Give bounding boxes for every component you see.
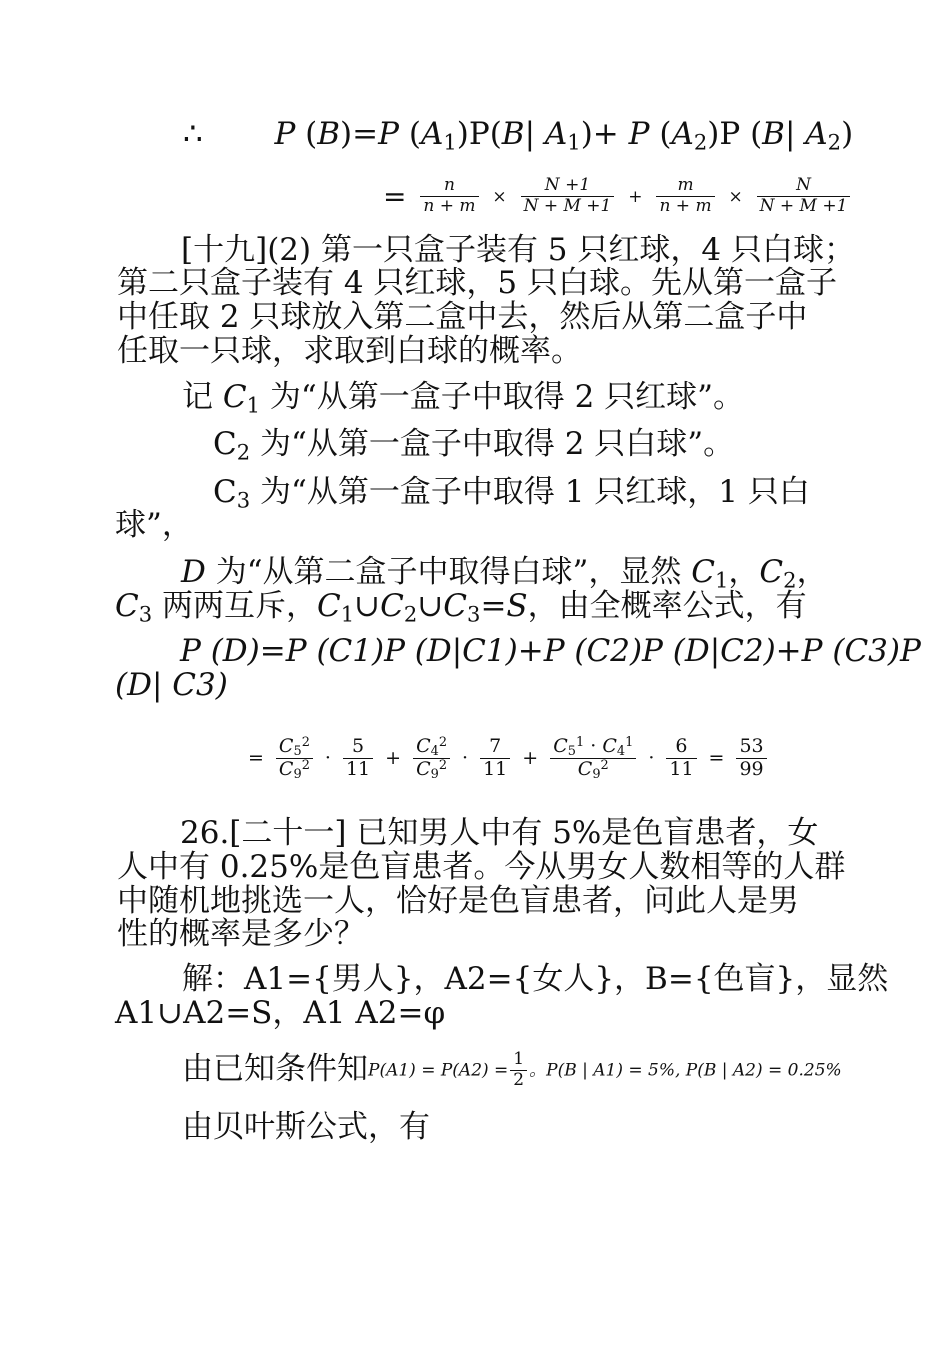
term1-ratio: $\frac{5}{11}$ xyxy=(343,736,373,781)
fraction-1: $\frac{n}{n + m}$ xyxy=(420,176,478,216)
problem26-line1: 26.[二十一] 已知男人中有 5%是色盲患者，女 xyxy=(180,815,819,851)
event-c3-continued: 球”， xyxy=(115,507,193,543)
problem26-line2: 人中有 0.25%是色盲患者。今从男女人数相等的人群 xyxy=(117,849,846,885)
result-fraction: $\frac{53}{99}$ xyxy=(736,736,766,781)
event-c2: $C_2$ 为“从第一盒子中取得 2 只白球”。 xyxy=(213,426,735,465)
event-c1: 记 $C_1$ 为“从第一盒子中取得 2 只红球”。 xyxy=(182,379,744,418)
term3-fraction: $\frac{C_5^1 \cdot C_4^1}{C_9^2}$ xyxy=(550,736,636,781)
fraction-4: $\frac{N}{N + M +1}$ xyxy=(757,176,851,216)
total-prob-line2: (D| C3) xyxy=(115,667,228,703)
fraction-2: $\frac{N +1}{N + M +1}$ xyxy=(521,176,615,216)
solution-line1: 解：A1={男人}，A2={女人}，B={色盲}，显然 xyxy=(182,961,889,997)
problem19-line3: 中任取 2 只球放入第二盒中去，然后从第二盒子中 xyxy=(117,299,808,335)
known-conditions: 由已知条件知P(A1) = P(A2) = $\frac{1}{2}$ 。P(B | A1) = 5%, P(B | A2) = 0.25% xyxy=(182,1049,842,1090)
fraction-expression: = $\frac{n}{n + m}$ × $\frac{N +1}{N + M +1}$ + $\frac{m}{n + m}$ × $\frac{N}{N + M +1}$ xyxy=(380,170,852,222)
therefore-formula: ∴ P (B)=P $(A_1)P(B|$ $A_1)+ P$ $(A_2)P$ (B| $A_2$) xyxy=(183,116,854,155)
term1-fraction: $\frac{C_5^2}{C_9^2}$ xyxy=(276,736,313,781)
problem19-line4: 任取一只球，求取到白球的概率。 xyxy=(117,333,582,369)
event-d: D 为“从第二盒子中取得白球”，显然 $C_1$，$C_2$， xyxy=(181,554,828,593)
solution-line2: A1∪A2=S，A1 A2=φ xyxy=(115,995,446,1031)
event-c3: $C_3$ 为“从第一盒子中取得 1 只红球，1 只白 xyxy=(213,474,810,513)
total-fraction-expression: = $\frac{C_5^2}{C_9^2}$ · $\frac{5}{11}$ + $\frac{C_4^2}{C_9^2}$ · $\frac{7}{11}$ + $\frac{C_5^1 \cdot C_4^1}{C_9^2}$ · $\frac{6}{11}$ = $\frac{53}{99}$ xyxy=(245,728,769,788)
problem19-line1: [十九](2) 第一只盒子装有 5 只红球，4 只白球； xyxy=(181,232,855,268)
term3-ratio: $\frac{6}{11}$ xyxy=(666,736,696,781)
therefore-symbol: ∴ xyxy=(183,116,203,152)
half-fraction: $\frac{1}{2}$ xyxy=(510,1050,527,1090)
problem19-line2: 第二只盒子装有 4 只红球，5 只白球。先从第一盒子 xyxy=(117,265,838,301)
term2-ratio: $\frac{7}{11}$ xyxy=(480,736,510,781)
fraction-3: $\frac{m}{n + m}$ xyxy=(656,176,714,216)
event-d-line2: $C_3$ 两两互斥，$C_1\cup C_2\cup C_3=S$，由全概率公式，有 xyxy=(115,588,807,627)
total-prob-line1: P (D)=P (C1)P (D|C1)+P (C2)P (D|C2)+P (C3)P xyxy=(180,633,921,669)
bayes-line: 由贝叶斯公式，有 xyxy=(182,1109,430,1145)
problem26-line4: 性的概率是多少？ xyxy=(117,916,365,952)
term2-fraction: $\frac{C_4^2}{C_9^2}$ xyxy=(413,736,450,781)
problem26-line3: 中随机地挑选一人，恰好是色盲患者，问此人是男 xyxy=(117,883,799,919)
